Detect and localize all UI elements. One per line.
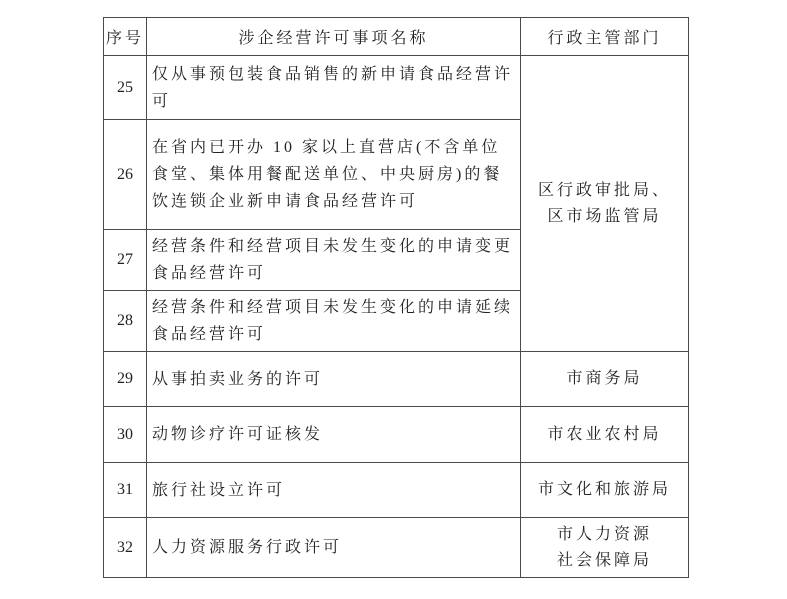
- license-items-table: [103, 17, 689, 578]
- row-number: 31: [104, 463, 147, 518]
- item-name: 人力资源服务行政许可: [147, 518, 521, 578]
- table-header-row: [104, 18, 689, 56]
- merged-dept-cell: [521, 56, 689, 352]
- dept-cell: [521, 518, 689, 578]
- col-header-name: 涉企经营许可事项名称: [147, 18, 521, 56]
- col-header-no: 序号: [104, 18, 147, 56]
- dept-line: 市人力资源: [556, 525, 652, 543]
- row-number: 27: [104, 230, 147, 291]
- dept-cell: 市商务局: [521, 352, 689, 407]
- row-number: 28: [104, 291, 147, 352]
- item-name: 经营条件和经营项目未发生变化的申请变更食品经营许可: [147, 230, 521, 291]
- col-header-dept: 行政主管部门: [521, 18, 689, 56]
- item-name: 动物诊疗许可证核发: [147, 407, 521, 463]
- table-row: [104, 518, 689, 578]
- row-number: 25: [104, 56, 147, 120]
- table-row: [104, 56, 689, 120]
- dept-cell: 市文化和旅游局: [521, 463, 689, 518]
- row-number: 32: [104, 518, 147, 578]
- dept-cell: 市农业农村局: [521, 407, 689, 463]
- table-row: [104, 352, 689, 407]
- item-name: 在省内已开办 10 家以上直营店(不含单位食堂、集体用餐配送单位、中央厨房)的餐饮连锁企业新申请食品经营许可: [147, 120, 521, 230]
- row-number: 26: [104, 120, 147, 230]
- dept-line: 区行政审批局、: [537, 181, 671, 199]
- dept-line: 社会保障局: [556, 551, 652, 569]
- row-number: 30: [104, 407, 147, 463]
- item-name: 经营条件和经营项目未发生变化的申请延续食品经营许可: [147, 291, 521, 352]
- row-number: 29: [104, 352, 147, 407]
- item-name: 仅从事预包装食品销售的新申请食品经营许可: [147, 56, 521, 120]
- table-row: [104, 407, 689, 463]
- dept-line: 区市场监管局: [547, 207, 662, 225]
- table-row: [104, 463, 689, 518]
- item-name: 从事拍卖业务的许可: [147, 352, 521, 407]
- item-name: 旅行社设立许可: [147, 463, 521, 518]
